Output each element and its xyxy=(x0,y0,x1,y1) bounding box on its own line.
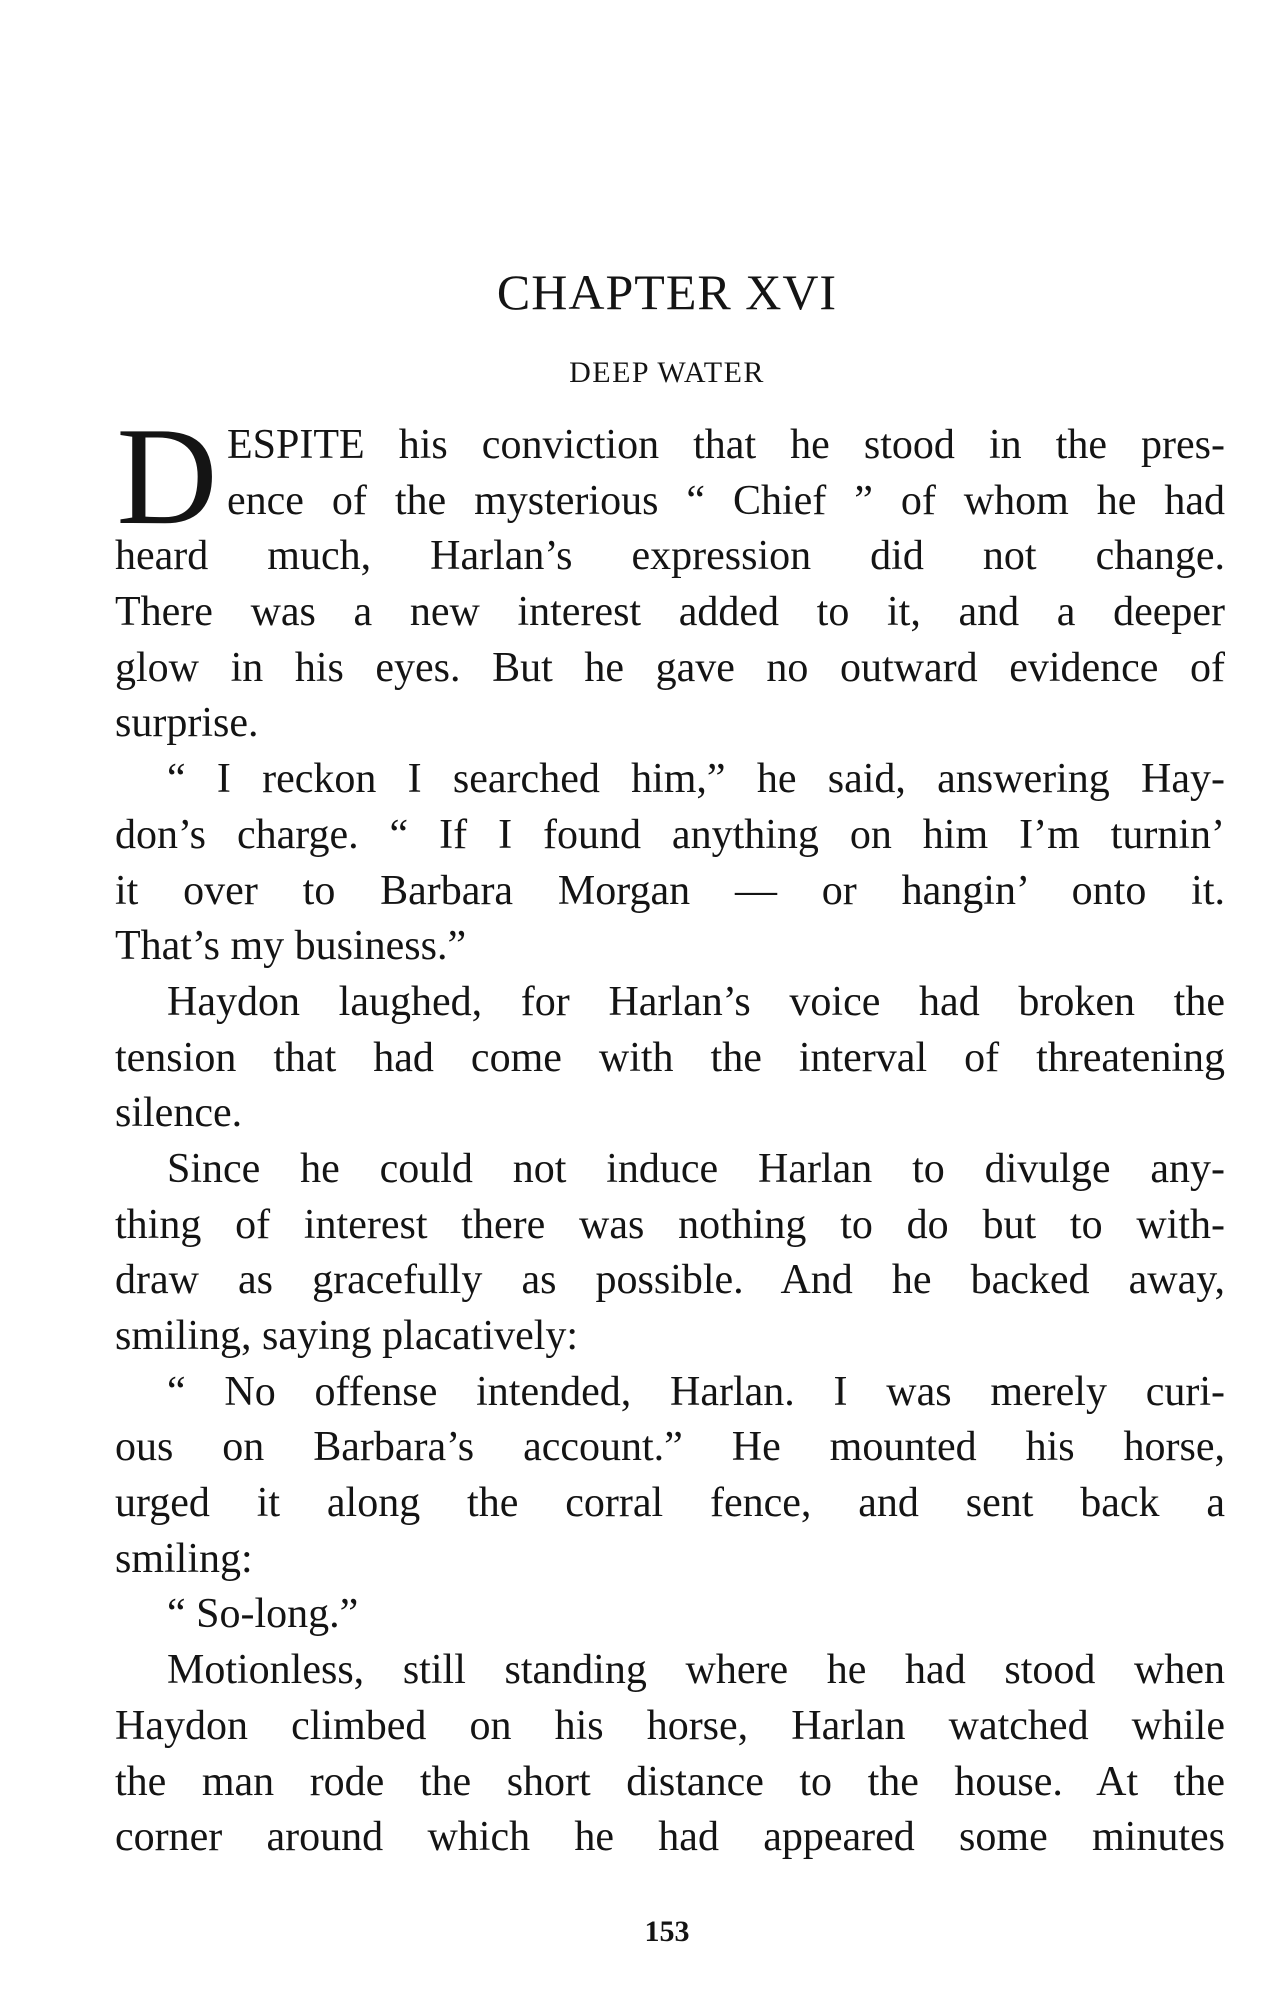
page-number: 153 xyxy=(644,1915,690,1948)
text-line: heard much, Harlan’s expression did not change. xyxy=(115,533,1225,580)
text-line: Since he could not induce Harlan to divulge any- xyxy=(167,1145,1225,1192)
text-line: Haydon climbed on his horse, Harlan watched while xyxy=(115,1702,1225,1749)
text-line: it over to Barbara Morgan — or hangin’ onto it. xyxy=(115,867,1225,914)
text-line: Haydon laughed, for Harlan’s voice had broken the xyxy=(167,978,1225,1025)
text-line: There was a new interest added to it, and a deeper xyxy=(115,589,1225,636)
text-line: ous on Barbara’s account.” He mounted his horse, xyxy=(115,1424,1225,1471)
text-line: smiling: xyxy=(115,1535,253,1582)
text-line: corner around which he had appeared some minutes xyxy=(115,1814,1225,1861)
text-line: ESPITE his conviction that he stood in the pres- xyxy=(227,422,1225,468)
text-line: That’s my business.” xyxy=(115,923,467,970)
drop-cap: D xyxy=(116,421,218,533)
text-line: Motionless, still standing where he had stood when xyxy=(167,1647,1225,1694)
text-line: “ I reckon I searched him,” he said, answering Hay- xyxy=(167,756,1225,803)
text-line: thing of interest there was nothing to do but to with- xyxy=(115,1201,1225,1248)
text-line: “ No offense intended, Harlan. I was merely curi- xyxy=(167,1368,1225,1415)
chapter-title: CHAPTER XVI xyxy=(496,264,838,320)
text-line: urged it along the corral fence, and sent back a xyxy=(115,1480,1225,1527)
text-line: don’s charge. “ If I found anything on him I’m turnin’ xyxy=(115,811,1225,858)
text-line: surprise. xyxy=(115,700,259,747)
body-text xyxy=(115,418,1225,1866)
text-line: glow in his eyes. But he gave no outward evidence of xyxy=(115,644,1225,691)
text-line: draw as gracefully as possible. And he backed away, xyxy=(115,1257,1225,1304)
text-line: smiling, saying placatively: xyxy=(115,1313,579,1359)
text-line: silence. xyxy=(115,1090,243,1137)
text-line: tension that had come with the interval of threatening xyxy=(115,1034,1225,1081)
chapter-subtitle: DEEP WATER xyxy=(569,356,765,389)
text-line: ence of the mysterious “ Chief ” of whom he had xyxy=(227,477,1225,524)
text-line: the man rode the short distance to the house. At the xyxy=(115,1758,1225,1805)
text-line: “ So-long.” xyxy=(167,1591,359,1638)
